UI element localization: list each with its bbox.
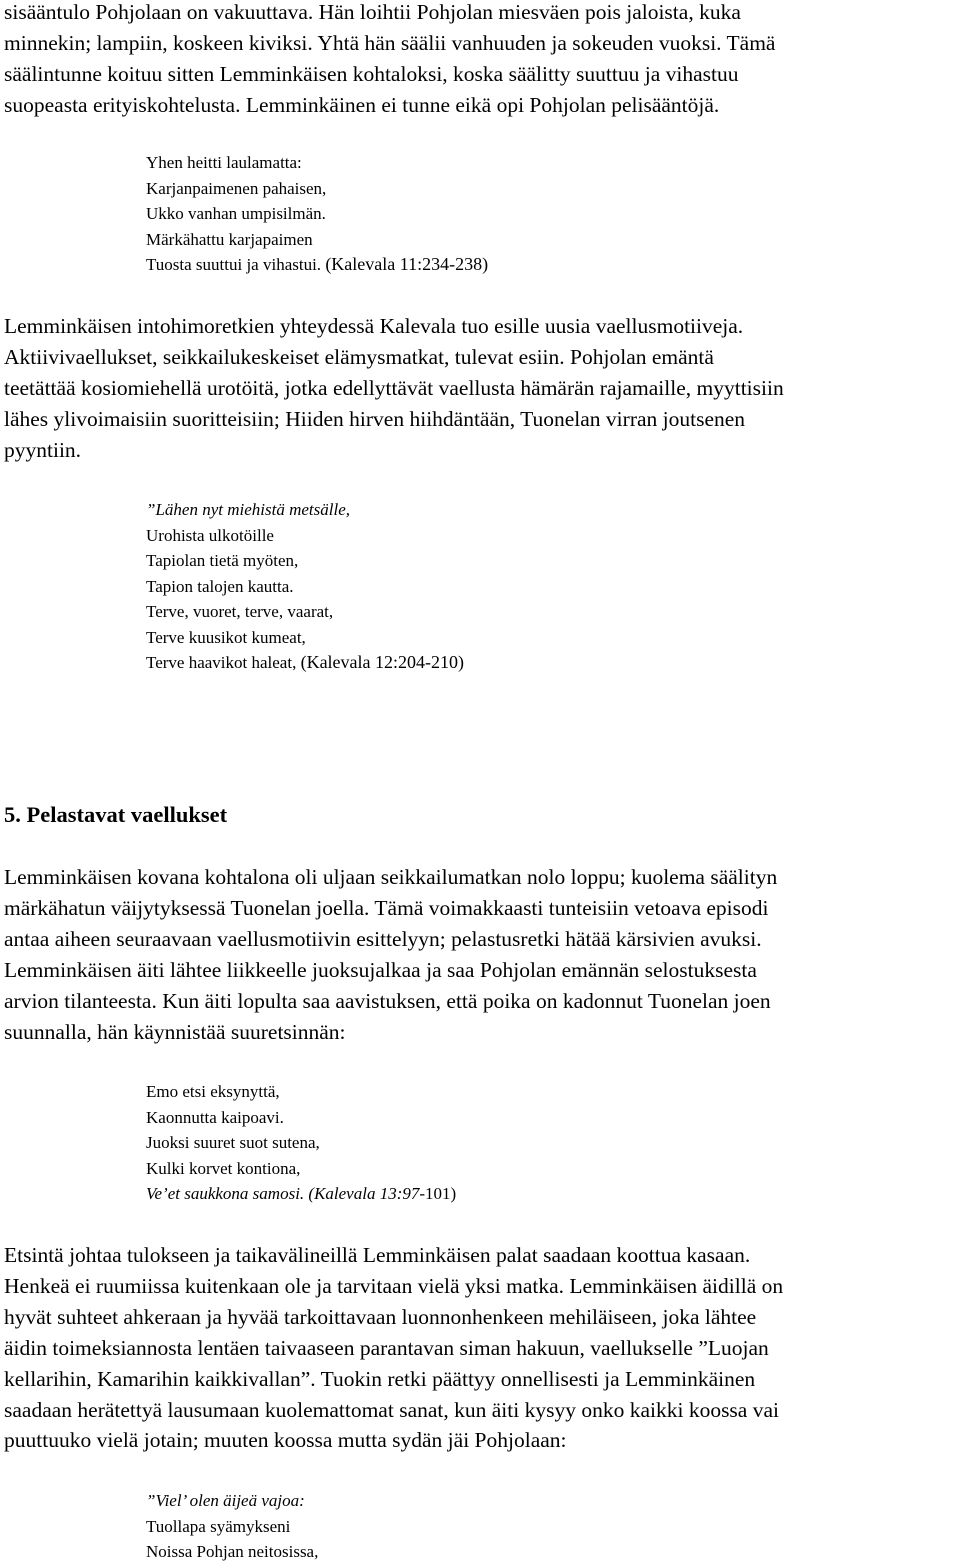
poem-quote-kalevala-13	[146, 1079, 456, 1207]
text-line: Henkeä ei ruumiissa kuitenkaan ole ja tarvitaan vielä yksi matka. Lemminkäisen äidillä on	[4, 1273, 784, 1298]
poem-line-text: Ve’et saukkona samosi. (Kalevala 13:97	[146, 1184, 420, 1203]
text-line: Aktiivivaellukset, seikkailukeskeiset elämysmatkat, tulevat esiin. Pohjolan emäntä	[4, 344, 714, 369]
poem-line: ”Viel’ olen äijeä vajoa:	[146, 1491, 305, 1510]
text-line: suunnalla, hän käynnistää suuretsinnän:	[4, 1019, 346, 1044]
text-line: Lemminkäisen kovana kohtalona oli uljaan seikkailumatkan nolo loppu; kuolema säälityn	[4, 865, 778, 889]
citation: (Kalevala 11:234-238)	[325, 254, 489, 274]
text-line: Lemminkäisen intohimoretkien yhteydessä Kalevala tuo esille uusia vaellusmotiiveja.	[4, 314, 744, 338]
poem-line-text: Tuosta suuttui ja vihastui.	[146, 255, 322, 274]
poem-line: Ukko vanhan umpisilmän.	[146, 204, 326, 223]
section-heading: 5. Pelastavat vaellukset	[4, 802, 228, 827]
text-line: Lemminkäisen äiti lähtee liikkeelle juoksujalkaa ja saa Pohjolan emännän selostuksesta	[4, 957, 757, 982]
text-line: hyvät suhteet ahkeraan ja hyvää tarkoittavaan luonnonhenkeen mehiläiseen, joka lähtee	[4, 1304, 757, 1329]
poem-quote-kalevala-12	[146, 497, 464, 676]
text-line: minnekin; lampiin, koskeen kiviksi. Yhtä hän säälii vanhuuden ja sokeuden vuoksi. Tämä	[4, 30, 776, 55]
poem-line: Noissa Pohjan neitosissa,	[146, 1542, 319, 1561]
text-line: sisääntulo Pohjolaan on vakuuttava. Hän loihtii Pohjolan miesväen pois jaloista, kuka	[4, 0, 741, 24]
poem-line: Tapiolan tietä myöten,	[146, 551, 299, 570]
poem-line-text: Terve haavikot haleat,	[146, 653, 297, 672]
poem-quote-kalevala-11	[146, 150, 488, 278]
text-line: Etsintä johtaa tulokseen ja taikavälineillä Lemminkäisen palat saadaan koottua kasaan.	[4, 1243, 751, 1267]
text-line: lähes ylivoimaisiin suoritteisiin; Hiiden hirven hiihdäntään, Tuonelan virran joutsenen	[4, 406, 746, 431]
paragraph-bee-journey	[4, 1240, 954, 1456]
poem-line	[146, 252, 488, 278]
poem-line: Karjanpaimenen pahaisen,	[146, 178, 327, 198]
text-line: säälintunne koituu sitten Lemminkäisen kohtaloksi, koska säälitty suuttuu ja vihastuu	[4, 61, 739, 86]
text-line: äidin toimeksiannosta lentäen taivaaseen parantavan siman hakuun, vaellukselle ”Luojan	[4, 1335, 769, 1360]
poem-line: Emo etsi eksynyttä,	[146, 1082, 280, 1101]
poem-line: Urohista ulkotöille	[146, 525, 274, 545]
poem-quote-heart-in-pohjola	[146, 1488, 318, 1565]
poem-line	[146, 1181, 456, 1207]
poem-line: Juoksi suuret suot sutena,	[146, 1133, 320, 1152]
text-line: arvion tilanteesta. Kun äiti lopulta saa aavistuksen, että poika on kadonnut Tuonelan joen	[4, 988, 771, 1013]
text-line: teetättää kosiomiehellä urotöitä, jotka edellyttävät vaellusta hämärän rajamaille, myyttisiin	[4, 375, 784, 400]
paragraph-adventure-motifs	[4, 311, 954, 466]
text-line: suopeasta erityiskohtelusta. Lemminkäinen ei tunne eikä opi Pohjolan pelisääntöjä.	[4, 92, 720, 117]
poem-line: Kaonnutta kaipoavi.	[146, 1107, 284, 1127]
poem-line: Märkähattu karjapaimen	[146, 229, 313, 249]
poem-line: Yhen heitti laulamatta:	[146, 153, 302, 172]
text-line: kellarihin, Kamarihin kaikkivallan”. Tuokin retki päättyy onnellisesti ja Lemminkäinen	[4, 1366, 756, 1391]
text-line: pyyntiin.	[4, 437, 82, 462]
text-line: märkähatun väijytyksessä Tuonelan joella. Tämä voimakkaasti tunteisiin vetoava episodi	[4, 895, 769, 920]
poem-line: Tapion talojen kautta.	[146, 576, 294, 596]
text-line: puuttuuko vielä jotain; muuten koossa mutta sydän jäi Pohjolaan:	[4, 1428, 567, 1453]
paragraph-intro	[4, 0, 954, 121]
paragraph-rescue-journey	[4, 862, 954, 1047]
poem-line: Kulki korvet kontiona,	[146, 1158, 301, 1178]
poem-line: Terve, vuoret, terve, vaarat,	[146, 602, 334, 621]
text-line: antaa aiheen seuraavaan vaellusmotiivin esittelyyn; pelastusretki hätää kärsivien avuksi.	[4, 926, 762, 951]
poem-line: ”Lähen nyt miehistä metsälle,	[146, 500, 350, 519]
poem-line: Terve kuusikot kumeat,	[146, 627, 306, 647]
citation: (Kalevala 12:204-210)	[300, 652, 465, 672]
poem-line	[146, 650, 464, 676]
poem-line: Tuollapa syämykseni	[146, 1516, 291, 1536]
citation-end: -101)	[419, 1184, 457, 1203]
text-line: saadaan herätettyä lausumaan kuolemattomat sanat, kun äiti kysyy onko kaikki koossa vai	[4, 1397, 779, 1422]
